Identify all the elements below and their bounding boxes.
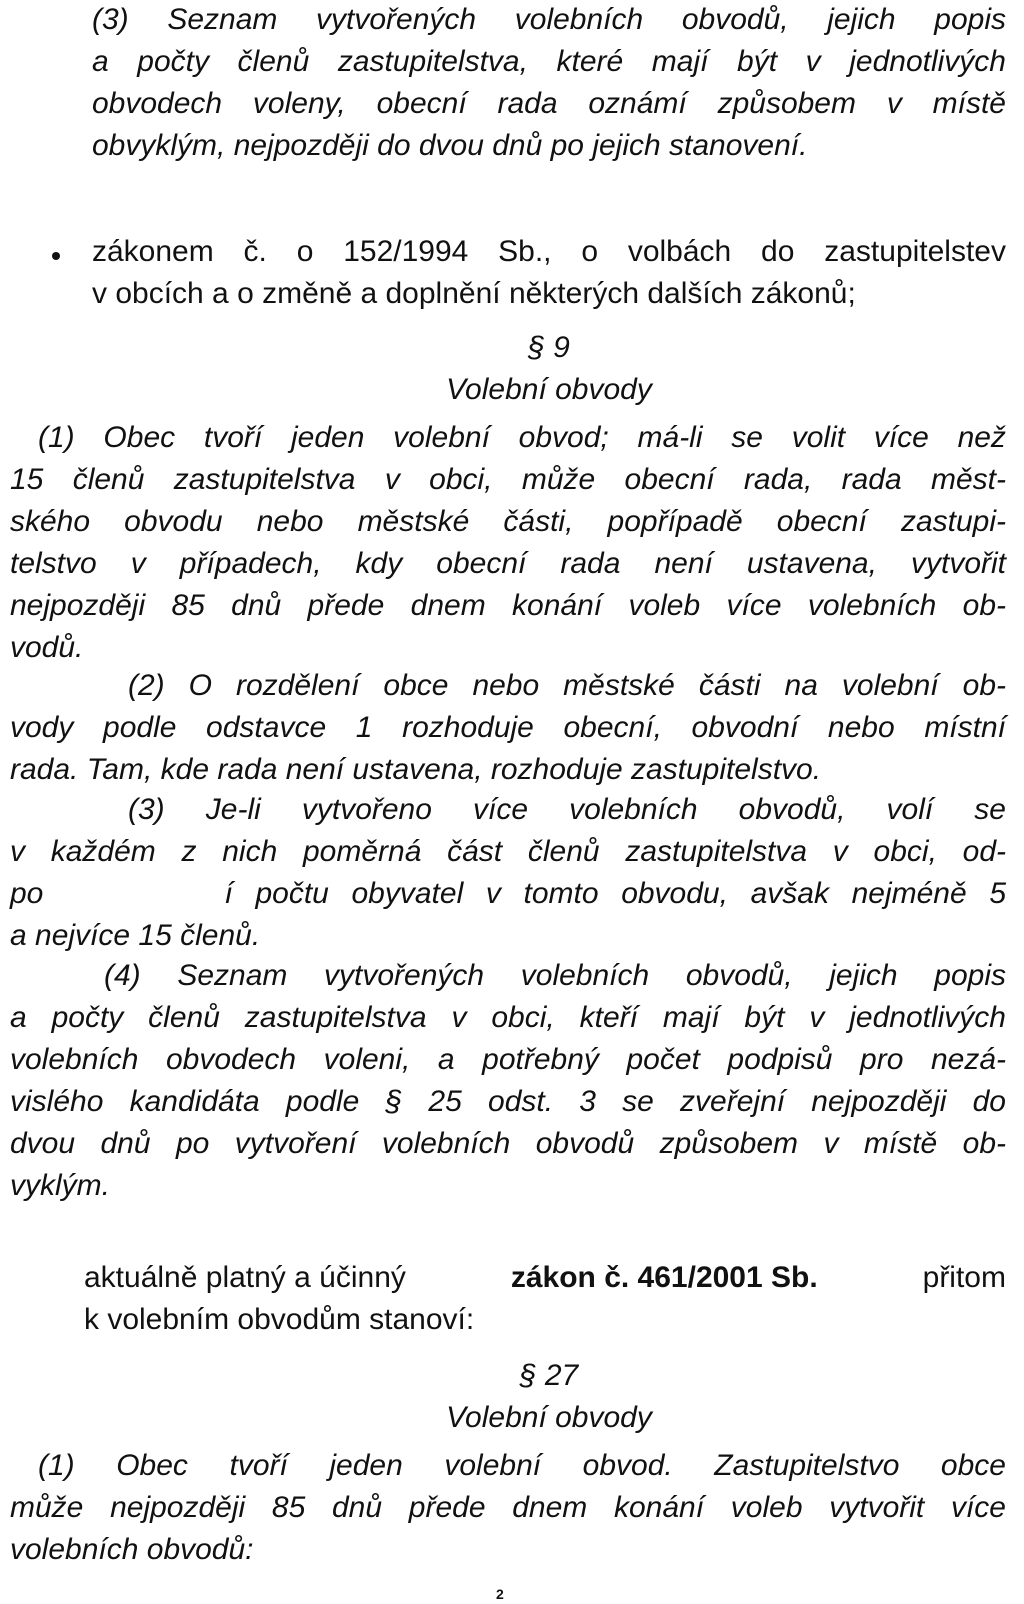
section9-line: vyklým. bbox=[10, 1169, 110, 1202]
bullet-icon bbox=[52, 252, 60, 260]
current-law-prefix: aktuálně platný a účinný bbox=[84, 1261, 415, 1294]
section9-line: (4) Seznam vytvořených volebních obvodů, jejich popis bbox=[104, 959, 1006, 992]
section-number: § 27 bbox=[519, 1359, 579, 1392]
section9-line: vody podle odstavce 1 rozhoduje obecní, obvodní nebo místní bbox=[10, 711, 1006, 744]
section27-line: může nejpozději 85 dnů přede dnem konání voleb vytvořit více bbox=[10, 1491, 1006, 1524]
section9-line: dvou dnů po vytvoření volebních obvodů způsobem v místě ob- bbox=[10, 1127, 1006, 1160]
section9-line: rada. Tam, kde rada není ustavena, rozhoduje zastupitelstvo. bbox=[10, 753, 822, 786]
intro-line: obvodech voleny, obecní rada oznámí způsobem v místě bbox=[92, 87, 1006, 120]
section9-line: (2) O rozdělení obce nebo městské části na volební ob- bbox=[128, 669, 1006, 702]
intro-line: (3) Seznam vytvořených volebních obvodů, jejich popis bbox=[92, 3, 1006, 36]
section9-line: a nejvíce 15 členů. bbox=[10, 919, 261, 952]
intro-line: a počty členů zastupitelstva, které mají být v jednotlivých bbox=[92, 45, 1006, 78]
bullet-text: v obcích a o změně a doplnění některých dalších zákonů; bbox=[92, 277, 856, 310]
section9-line: telstvo v případech, kdy obecní rada není ustavena, vytvořit bbox=[10, 547, 1006, 580]
section9-line: nejpozději 85 dnů přede dnem konání voleb více volebních ob- bbox=[10, 589, 1006, 622]
intro-line: obvyklým, nejpozději do dvou dnů po jejich stanovení. bbox=[92, 129, 808, 162]
current-law-reference: zákon č. 461/2001 Sb. bbox=[510, 1261, 818, 1294]
section-title: Volební obvody bbox=[446, 1401, 652, 1434]
page-number: 2 bbox=[496, 1586, 504, 1602]
section9-line: po í počtu obyvatel v tomto obvodu, avšak nejméně 5 bbox=[10, 877, 1006, 910]
section27-line: volebních obvodů: bbox=[10, 1533, 254, 1566]
section9-line: (3) Je-li vytvořeno více volebních obvodů, volí se bbox=[128, 793, 1006, 826]
section9-line: v každém z nich poměrná část členů zastupitelstva v obci, od- bbox=[10, 835, 1006, 868]
section-title: Volební obvody bbox=[446, 373, 652, 406]
section27-line: (1) Obec tvoří jeden volební obvod. Zastupitelstvo obce bbox=[38, 1449, 1006, 1482]
current-law-line bbox=[84, 1260, 1006, 1296]
section9-line: vislého kandidáta podle § 25 odst. 3 se zveřejní nejpozději do bbox=[10, 1085, 1006, 1118]
section9-line: 15 členů zastupitelstva v obci, může obecní rada, rada měst- bbox=[10, 463, 1006, 496]
current-law-line: k volebním obvodům stanoví: bbox=[84, 1303, 475, 1336]
section9-line: (1) Obec tvoří jeden volební obvod; má-li se volit více než bbox=[38, 421, 1006, 454]
section9-line: volebních obvodech voleni, a potřebný počet podpisů pro nezá- bbox=[10, 1043, 1006, 1076]
section9-line: vodů. bbox=[10, 631, 84, 664]
bullet-text: zákonem č. o 152/1994 Sb., o volbách do zastupitelstev bbox=[92, 235, 1006, 268]
section-number: § 9 bbox=[528, 331, 570, 364]
section9-line: ského obvodu nebo městské části, popřípadě obecní zastupi- bbox=[10, 505, 1006, 538]
current-law-suffix: přitom bbox=[914, 1261, 1006, 1294]
section9-line: a počty členů zastupitelstva v obci, kteří mají být v jednotlivých bbox=[10, 1001, 1006, 1034]
